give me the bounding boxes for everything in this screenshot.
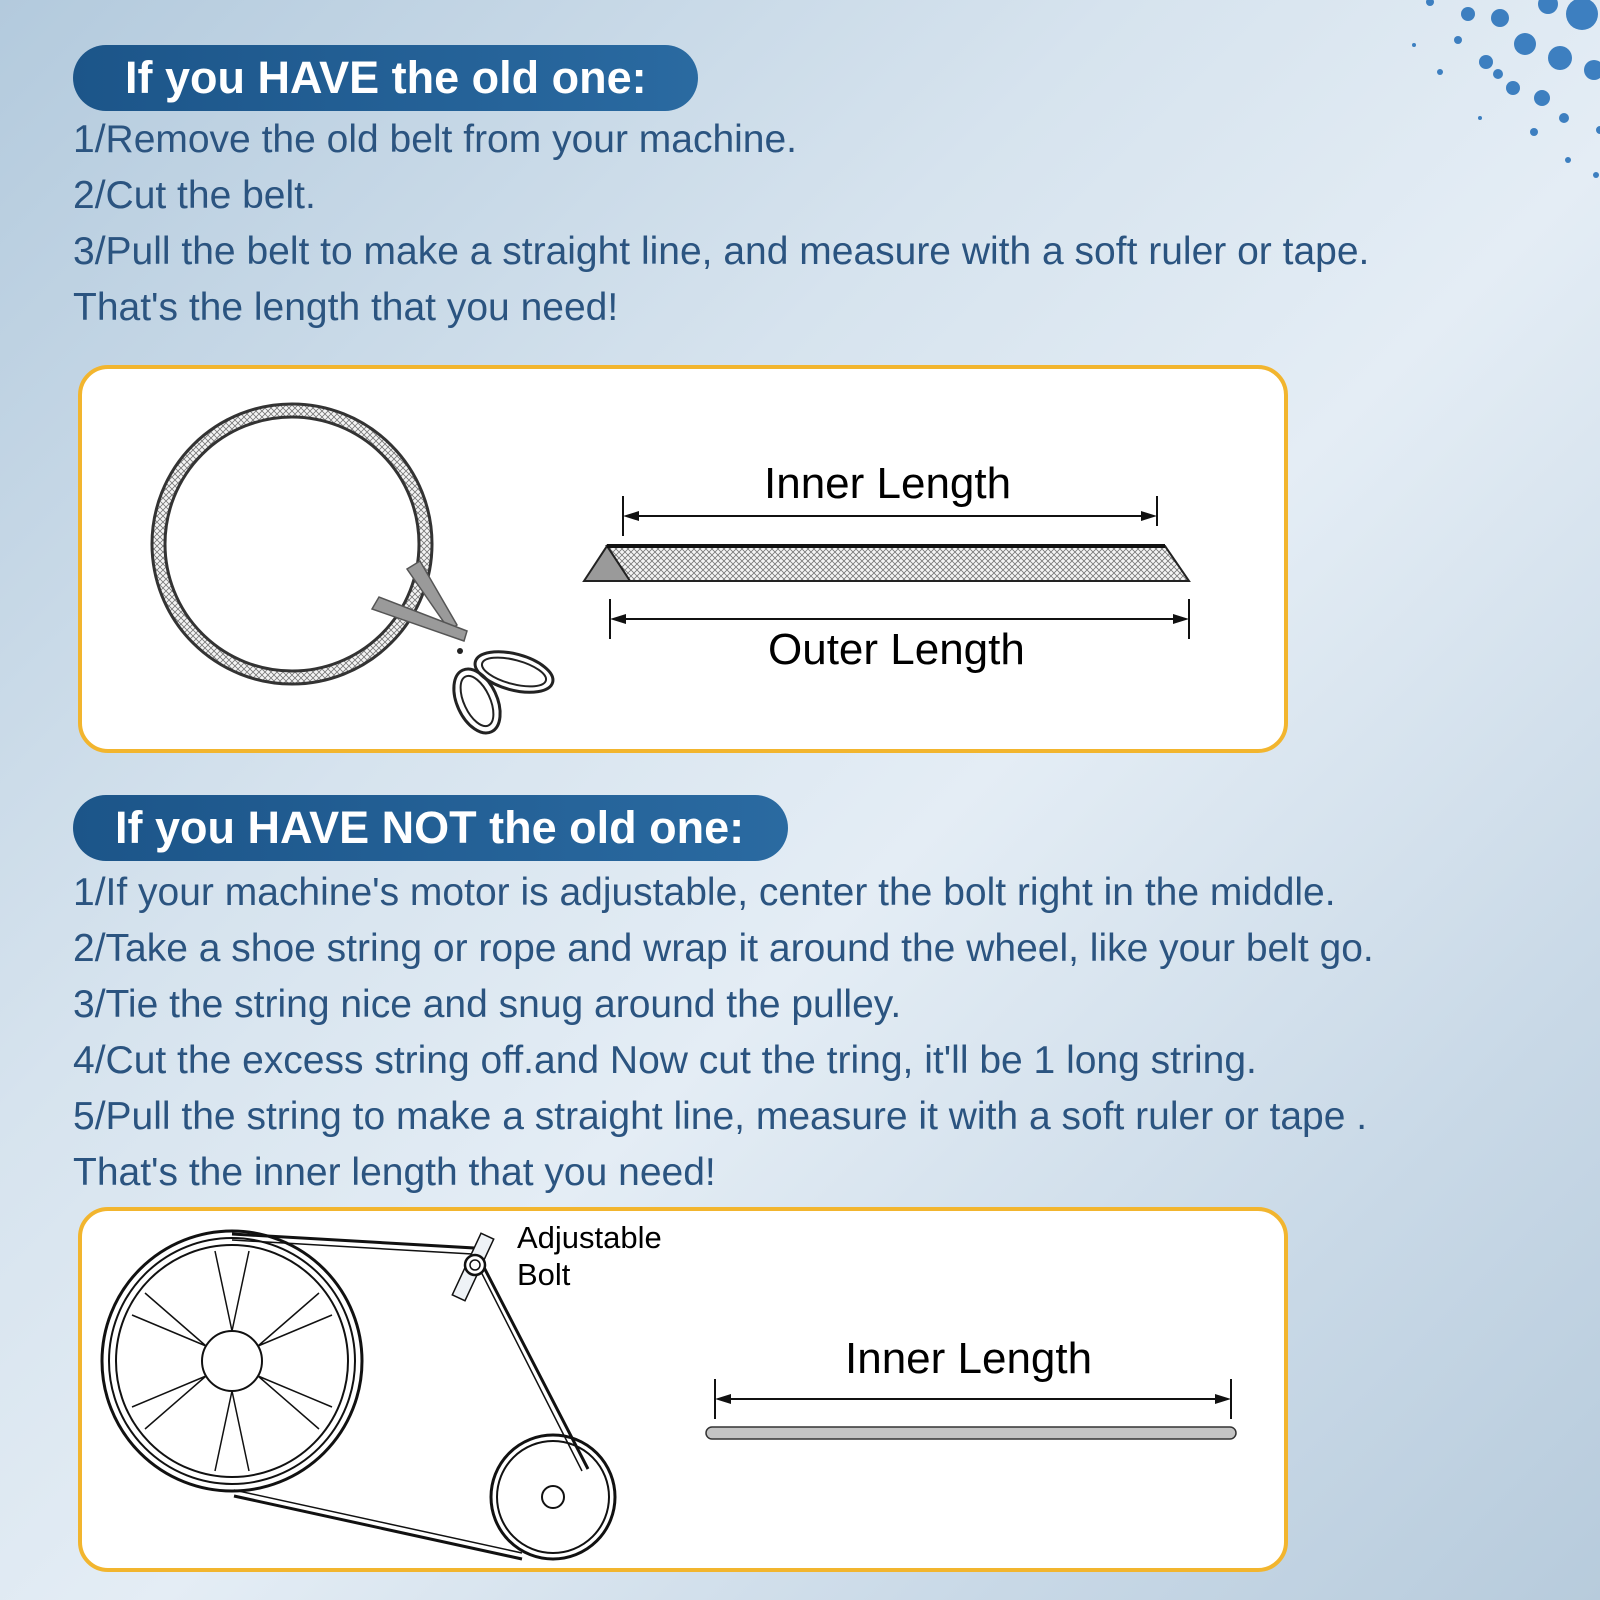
step-item: That's the inner length that you need! [73, 1151, 716, 1194]
step-item: 1/If your machine's motor is adjustable, center the bolt right in the middle. [73, 871, 1336, 914]
belt-measure-diagram [78, 365, 1288, 753]
section-have-title: If you HAVE the old one: [73, 45, 698, 111]
section-have-not-steps [73, 865, 1374, 1201]
pulley-illustration [82, 1211, 1284, 1568]
section-have-not-title: If you HAVE NOT the old one: [73, 795, 788, 861]
step-item: 3/Tie the string nice and snug around the pulley. [73, 983, 902, 1026]
section-have-steps [73, 112, 1369, 336]
step-item: 3/Pull the belt to make a straight line, and measure with a soft ruler or tape. [73, 230, 1370, 273]
small-pulley-icon [491, 1435, 615, 1559]
adjustable-bolt-icon [452, 1233, 493, 1301]
step-item: 5/Pull the string to make a straight line, measure it with a soft ruler or tape . [73, 1095, 1368, 1138]
straight-belt-icon [607, 546, 1189, 581]
string-icon [706, 1427, 1236, 1439]
string-inner-length-arrow [715, 1379, 1231, 1419]
step-item: 2/Take a shoe string or rope and wrap it around the wheel, like your belt go. [73, 927, 1374, 970]
step-item: 4/Cut the excess string off.and Now cut the tring, it'll be 1 long string. [73, 1039, 1257, 1082]
large-pulley-icon [102, 1231, 362, 1491]
string-inner-length-label: Inner Length [845, 1334, 1093, 1383]
step-item: 2/Cut the belt. [73, 174, 316, 217]
step-item: That's the length that you need! [73, 286, 619, 329]
pulley-measure-diagram [78, 1207, 1288, 1572]
outer-length-label: Outer Length [768, 625, 1025, 674]
adjustable-bolt-label: Adjustable Bolt [517, 1220, 662, 1292]
step-item: 1/Remove the old belt from your machine. [73, 118, 798, 161]
belt-cut-illustration [82, 369, 1284, 749]
inner-length-label: Inner Length [764, 459, 1012, 508]
